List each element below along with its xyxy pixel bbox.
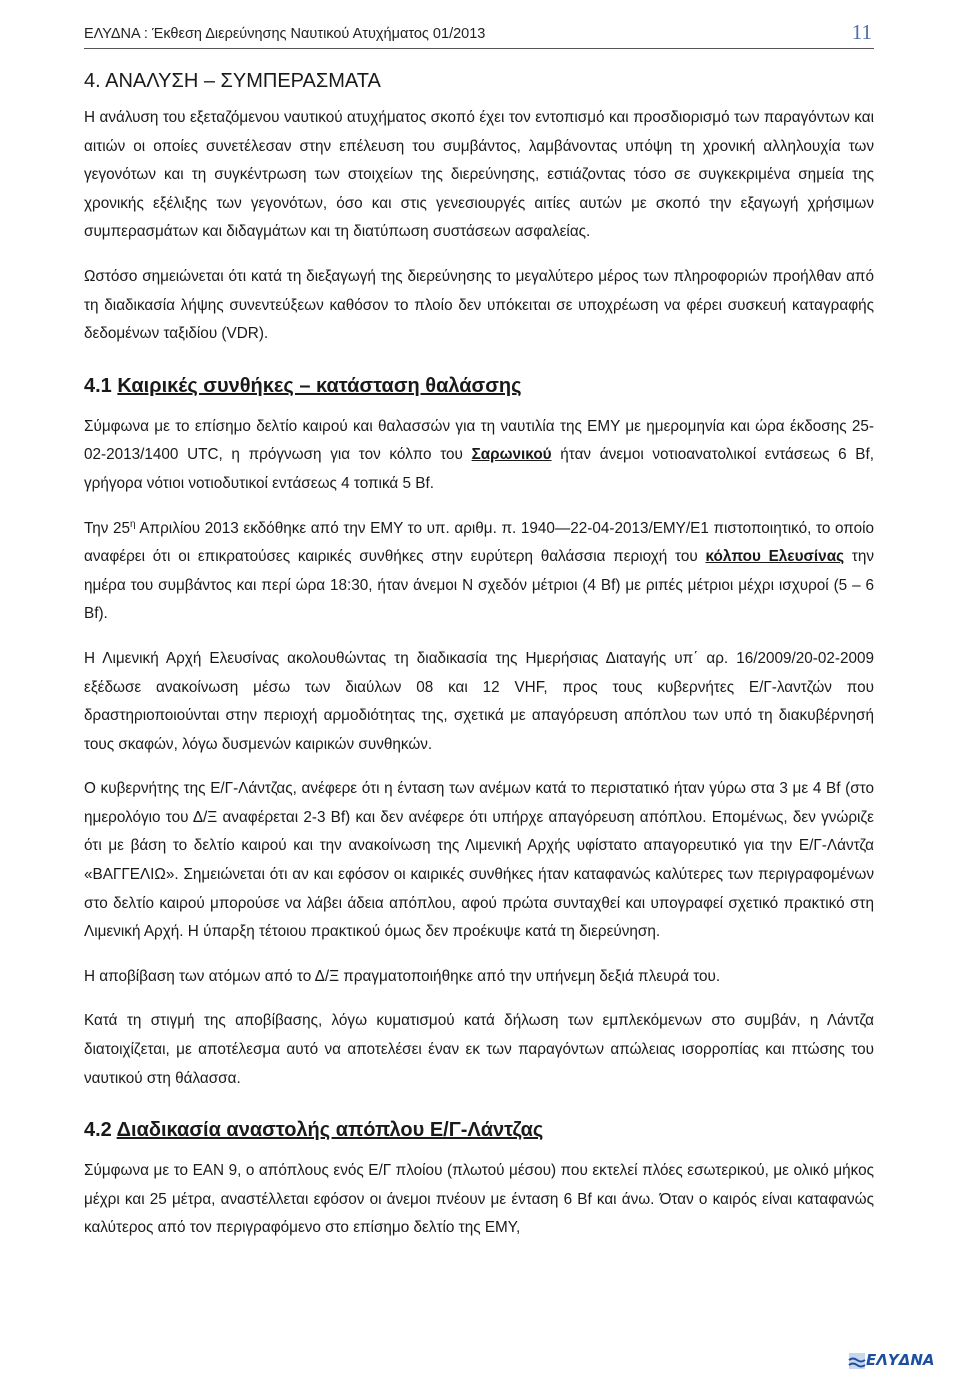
paragraph: Η αποβίβαση των ατόμων από το Δ/Ξ πραγματοποιήθηκε από την υπήνεμη δεξιά πλευρά του. xyxy=(84,967,721,985)
footer-logo xyxy=(848,1350,935,1374)
page-header xyxy=(84,22,874,49)
paragraph xyxy=(84,515,874,629)
text-run: ήταν άνεμοι νοτιοανατολικοί εντάσεως 6 Bf, γρήγορα νότιοι νοτιοδυτικοί εντάσεως 4 τοπικά 5 Bf. xyxy=(84,446,874,492)
paragraph: Ο κυβερνήτης της Ε/Γ-Λάντζας, ανέφερε ότι η ένταση των ανέμων κατά το περιστατικό ήταν γύρω στα 3 με 4 Bf (στο ημερολόγιο του Δ/Ξ αναφέρεται 2-3 Bf) και δεν ανέφερε ότι υπήρχε απαγόρευση απόπλου. Επομένως, δεν γνώριζε ότι με βάση το δελτίο καιρού και την ανακοίνωση της Λιμενική Αρχής υφίστατο απαγορευτικό για την Ε/Γ-Λάντζα «ΒΑΓΓΕΛΙΩ». Σημειώνεται ότι αν και εφόσον οι καιρικές συνθήκες ήταν καταφανώς καλύτερες των περιγραφομένων στο δελτίο καιρού μπορούσε να λάβει άδεια απόπλου, αφού πρώτα συνταχθεί και υπογραφεί σχετικό πρακτικό στη Λιμενική Αρχή. Η ύπαρξη τέτοιου πρακτικού όμως δεν προέκυψε κατά τη διερεύνηση. xyxy=(84,780,874,941)
text-run: την ημέρα του συμβάντος και περί ώρα 18:30, ήταν άνεμοι Ν σχεδόν μέτριοι (4 Bf) με ριπές μέτριοι μέχρι ισχυροί (5 – 6 Bf). xyxy=(84,548,874,623)
text-run: Την 25 xyxy=(84,519,131,537)
section-4-2-heading xyxy=(84,1117,874,1143)
superscript: η xyxy=(130,518,136,530)
text-run: Απριλίου 2013 εκδόθηκε από την ΕΜΥ το υπ. αριθμ. π. 1940—22-04-2013/ΕΜΥ/Ε1 πιστοποιητικό, το οποίο αναφέρει ότι οι επικρατούσες καιρικές συνθήκες στην ευρύτερη θαλάσσια περιοχή του xyxy=(84,519,874,566)
bold-text: κόλπου Ελευσίνας xyxy=(705,548,845,566)
section-number: 4.2 xyxy=(84,1119,112,1142)
section-4-heading: 4. ΑΝΑΛΥΣΗ – ΣΥΜΠΕΡΑΣΜΑΤΑ xyxy=(84,70,381,92)
section-title: Καιρικές συνθήκες – κατάσταση θαλάσσης xyxy=(117,374,522,397)
section-title: Διαδικασία αναστολής απόπλου Ε/Γ-Λάντζας xyxy=(116,1119,544,1142)
page-content xyxy=(84,68,874,1243)
paragraph: Η ανάλυση του εξεταζόμενου ναυτικού ατυχήματος σκοπό έχει τον εντοπισμό και προσδιορισμό των παραγόντων και αιτιών οι οποίες συνετέλεσαν στην επέλευση του συμβάντος, λαμβάνοντας υπόψη τη χρονική αλληλουχία των γεγονότων και τη συγκέντρωση των στοιχείων της διερεύνησης, εστιάζοντας τόσο σε συγκεκριμένα σημεία της χρονικής εξέλιξης των γεγονότων, όσο και στις γενεσιουργές αιτίες αυτών με σκοπό την εξαγωγή χρήσιμων συμπερασμάτων και διδαγμάτων και τη διατύπωση συστάσεων ασφαλείας. xyxy=(84,109,874,241)
header-title: ΕΛΥΔΝΑ : Έκθεση Διερεύνησης Ναυτικού Ατυχήματος 01/2013 xyxy=(84,26,486,42)
paragraph xyxy=(84,413,874,499)
paragraph: Σύμφωνα με το ΕΑΝ 9, ο απόπλους ενός Ε/Γ πλοίου (πλωτού μέσου) που εκτελεί πλόες εσωτερικού, με ολικό μήκος μέχρι και 25 μέτρα, αναστέλλεται εφόσον οι άνεμοι πνέουν με ένταση 6 Bf και άνω. Όταν ο καιρός είναι καταφανώς καλύτερος από τον περιγραφόμενο στο επίσημο δελτίο της ΕΜΥ, xyxy=(84,1162,874,1237)
bold-text: Σαρωνικού xyxy=(471,446,552,464)
section-4-1-heading xyxy=(84,373,874,399)
logo-text: ΕΛΥΔΝΑ xyxy=(866,1351,935,1369)
paragraph: Κατά τη στιγμή της αποβίβασης, λόγω κυματισμού κατά δήλωση των εμπλεκόμενων στο συμβάν, η Λάντζα διατοιχίζεται, με αποτέλεσμα αυτό να αποτελέσει έναν εκ των παραγόντων απώλειας ισορροπίας και πτώσης του ναυτικού στη θάλασσα. xyxy=(84,1012,874,1087)
section-number: 4.1 xyxy=(84,374,112,397)
page-number: 11 xyxy=(851,20,872,44)
paragraph: Η Λιμενική Αρχή Ελευσίνας ακολουθώντας τη διαδικασία της Ημερήσιας Διαταγής υπ΄ αρ. 16/2009/20-02-2009 εξέδωσε ανακοίνωση μέσω των διαύλων 08 και 12 VHF, προς τους κυβερνήτες Ε/Γ-λαντζών που δραστηριοποιούνται στην περιοχή αρμοδιότητας της, σχετικά με απαγόρευση απόπλου των υπό τη διακυβέρνησή τους σκαφών, λόγω δυσμενών καιρικών συνθηκών. xyxy=(84,649,874,753)
paragraph: Ωστόσο σημειώνεται ότι κατά τη διεξαγωγή της διερεύνησης το μεγαλύτερο μέρος των πληροφοριών προήλθαν από τη διαδικασία λήψης συνεντεύξεων καθόσον το πλοίο δεν υπόκειται σε υποχρέωση να φέρει συσκευή καταγραφής δεδομένων ταξιδίου (VDR). xyxy=(84,267,874,343)
wave-logo-icon xyxy=(848,1350,866,1372)
text-run: Σύμφωνα με το επίσημο δελτίο καιρού και θαλασσών για τη ναυτιλία της ΕΜΥ με ημερομηνία και ώρα έκδοσης 25-02-2013/1400 UTC, η πρόγνωση για τον κόλπο του xyxy=(84,417,874,464)
